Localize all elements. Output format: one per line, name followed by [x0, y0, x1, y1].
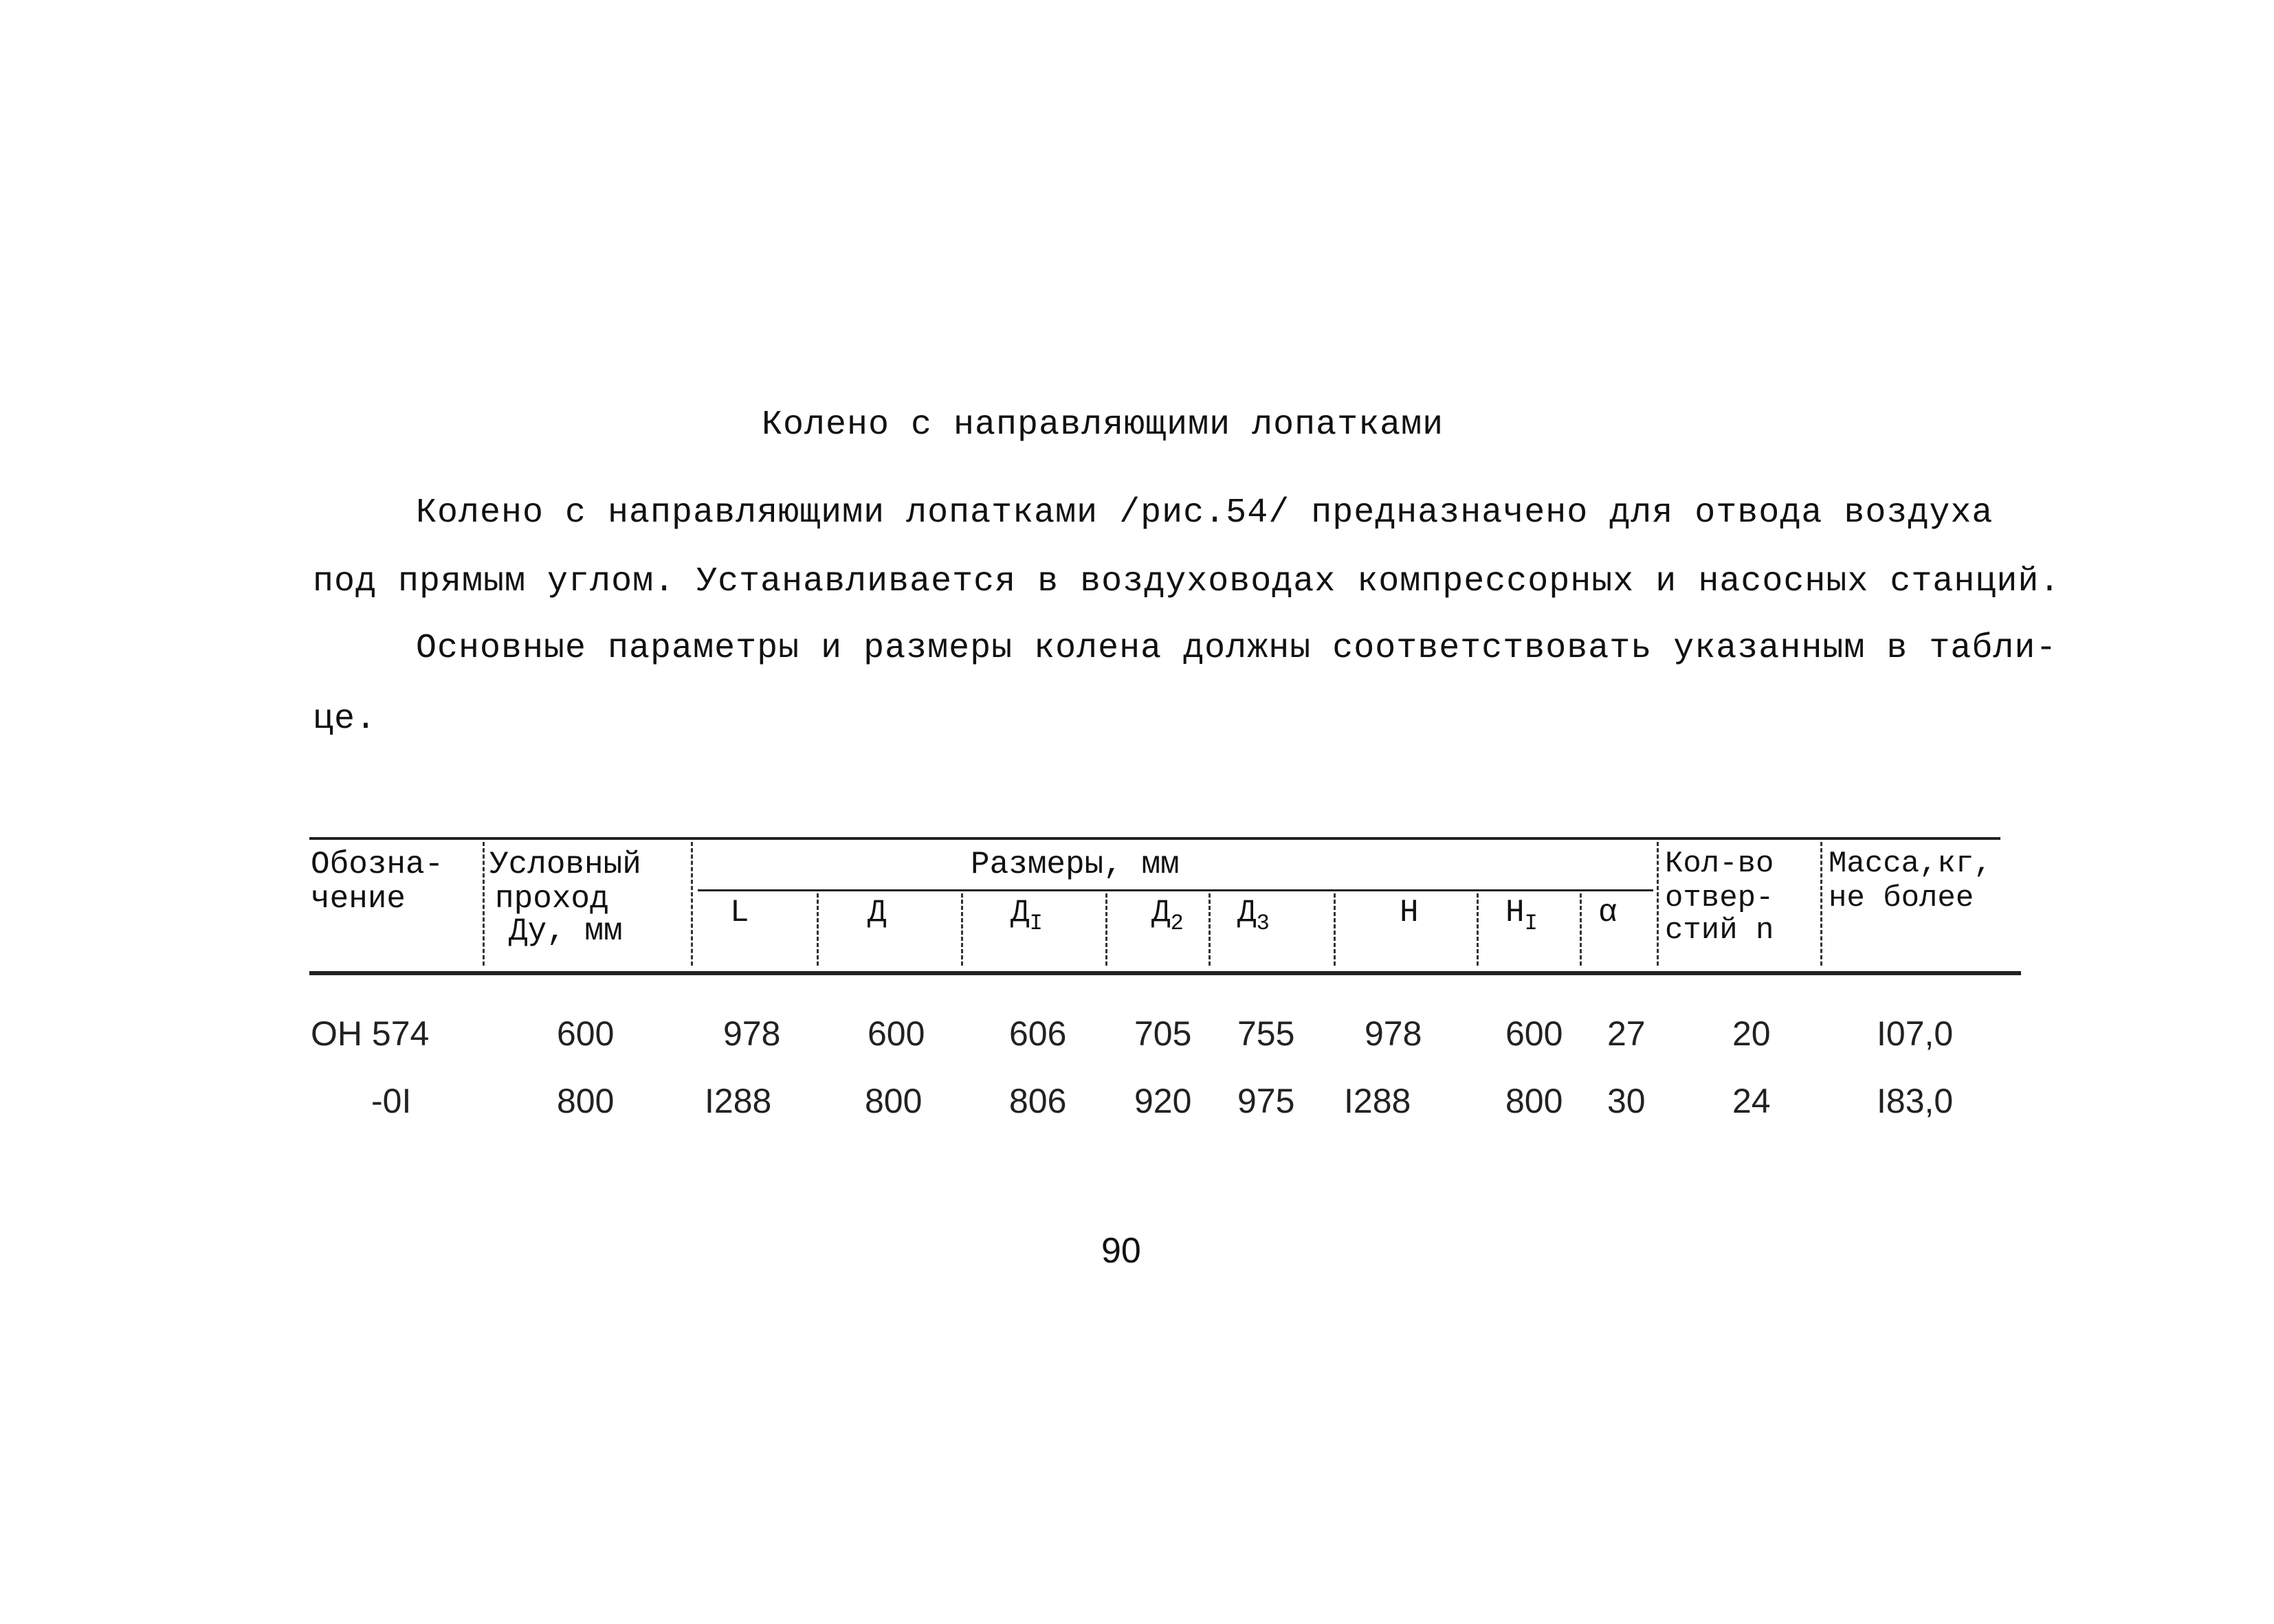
cell-alpha: 30 — [1607, 1082, 1646, 1120]
cell-D1: 806 — [1009, 1082, 1067, 1120]
header-L: L — [730, 895, 749, 931]
column-divider — [1820, 842, 1822, 966]
cell-designation: -0I — [371, 1082, 412, 1120]
cell-D1: 606 — [1009, 1014, 1067, 1053]
cell-mass: I07,0 — [1877, 1014, 1954, 1053]
header-mass: не более — [1829, 881, 1974, 915]
cell-H: 978 — [1365, 1014, 1422, 1053]
cell-D3: 975 — [1237, 1082, 1295, 1120]
cell-D3: 755 — [1237, 1014, 1295, 1053]
cell-D2: 705 — [1134, 1014, 1192, 1053]
header-designation: чение — [311, 881, 406, 917]
header-nominal-bore: проход — [495, 881, 609, 917]
cell-H: I288 — [1344, 1082, 1411, 1120]
header-D3: $Д_3$ — [1237, 895, 1270, 936]
column-divider — [1657, 842, 1659, 966]
header-mass: Масса,кг, — [1829, 847, 1992, 881]
paragraph-line-1: Колено с направляющими лопатками /рис.54/ предназначено для отвода воздуха — [416, 493, 1994, 533]
paragraph-line-2: под прямым углом. Устанавливается в воздуховодах компрессорных и насосных станций. — [313, 562, 2061, 601]
paragraph-line-3: Основные параметры и размеры колена должны соответствовать указанным в табли- — [416, 629, 2057, 668]
column-divider — [1580, 893, 1582, 966]
column-divider — [961, 893, 963, 966]
column-divider — [1105, 893, 1107, 966]
header-nominal-bore: Ду, мм — [509, 913, 623, 949]
cell-D2: 920 — [1134, 1082, 1192, 1120]
cell-alpha: 27 — [1607, 1014, 1646, 1053]
column-divider — [1477, 893, 1479, 966]
header-sizes-group: Размеры, мм — [971, 847, 1180, 882]
cell-bore: 800 — [557, 1082, 615, 1120]
table-top-rule — [309, 837, 2000, 840]
header-hole-count: стий n — [1665, 913, 1774, 948]
cell-bore: 600 — [557, 1014, 615, 1053]
paragraph-line-4: це. — [313, 700, 377, 739]
header-D: Д — [868, 895, 887, 931]
table-header-bottom-rule — [309, 971, 2021, 975]
column-divider — [1208, 893, 1211, 966]
cell-L: I288 — [705, 1082, 772, 1120]
column-divider — [483, 842, 485, 966]
header-D1: $Д_I$ — [1011, 895, 1043, 936]
cell-mass: I83,0 — [1877, 1082, 1954, 1120]
column-divider — [691, 842, 693, 966]
cell-H1: 800 — [1505, 1082, 1563, 1120]
header-alpha: α — [1598, 895, 1618, 931]
cell-holes: 20 — [1732, 1014, 1771, 1053]
header-D2: $Д_2$ — [1151, 895, 1184, 936]
cell-holes: 24 — [1732, 1082, 1771, 1120]
header-H1: $Н_I$ — [1505, 895, 1538, 936]
page-number: 90 — [1101, 1231, 1141, 1271]
header-nominal-bore: Условный — [489, 847, 641, 882]
cell-D: 600 — [868, 1014, 925, 1053]
header-designation: Обозна- — [311, 847, 444, 882]
cell-D: 800 — [865, 1082, 923, 1120]
header-H: Н — [1400, 895, 1419, 931]
column-divider — [1334, 893, 1336, 966]
header-hole-count: Кол-во — [1665, 847, 1774, 881]
header-hole-count: отвер- — [1665, 881, 1774, 915]
table-group-rule — [698, 889, 1653, 891]
section-title: Колено с направляющими лопатками — [762, 405, 1444, 445]
cell-designation: ОН 574 — [311, 1014, 430, 1053]
column-divider — [817, 893, 819, 966]
cell-L: 978 — [723, 1014, 781, 1053]
cell-H1: 600 — [1505, 1014, 1563, 1053]
